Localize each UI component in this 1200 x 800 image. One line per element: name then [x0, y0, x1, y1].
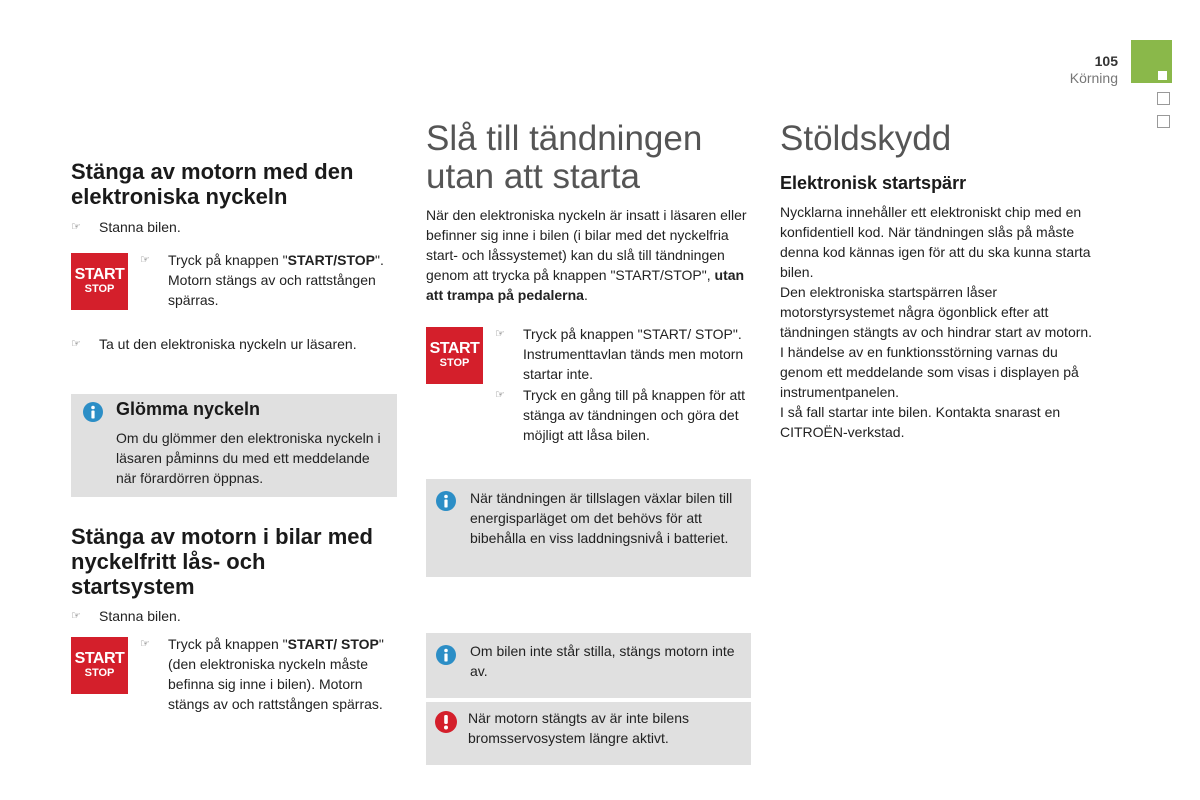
bullet-item: ☞ Tryck på knappen "START/ STOP". Instrumenttavlan tänds men motorn startar inte. [495, 326, 744, 382]
subheading-immobiliser: Elektronisk startspärr [780, 173, 967, 193]
warning-brake-servo [426, 702, 751, 765]
info-icon [436, 645, 456, 665]
info-icon [436, 491, 456, 511]
pointing-hand-icon: ☞ [495, 328, 505, 340]
start-stop-button-image: START STOP [426, 327, 483, 384]
paragraph: Nycklarna innehåller ett elektroniskt chip med en konfidentiell kod. När tändningen slås på måste denna kod kännas igen för att du ska kunna starta bilen. [780, 204, 1091, 280]
pointing-hand-icon: ☞ [71, 610, 81, 622]
note-text: Om du glömmer den elektroniska nyckeln i läsaren påminns du med ett meddelande när förardörren öppnas. [116, 430, 381, 486]
pointing-hand-icon: ☞ [140, 254, 150, 266]
warning-text: När motorn stängts av är inte bilens bromsservosystem längre aktivt. [468, 710, 689, 746]
note-forgot-key [71, 394, 397, 497]
chapter-title: Körning [1069, 70, 1118, 86]
bullet-item: ☞ Tryck en gång till på knappen för att stänga av tändningen och göra det möjligt att låsa bilen. [495, 387, 746, 443]
note-energy-saving [426, 479, 751, 577]
bullet-item: ☞ Stanna bilen. [71, 608, 181, 624]
page-number: 105 [1094, 53, 1118, 69]
start-stop-button-image: START STOP [71, 637, 128, 694]
pointing-hand-icon: ☞ [495, 389, 505, 401]
exclamation-icon [435, 711, 457, 733]
section-heading-keyless: Stänga av motorn i bilar med nyckelfritt lås- och startsystem [71, 524, 373, 599]
note-text: När tändningen är tillslagen växlar bilen till energisparläget om det behövs för att bibehålla en viss laddningsnivå i batteriet. [470, 490, 733, 546]
bullet-item: ☞ Tryck på knappen "START/ STOP" (den elektroniska nyckeln måste befinna sig inne i bilen). Motorn stängs av och rattstången spärras. [140, 636, 384, 712]
section-title-ignition: Slå till tändningen utan att starta [426, 119, 703, 196]
paragraph: I händelse av en funktionsstörning varnas du genom ett meddelande som visas i displayen på instrumentpanelen. [780, 344, 1079, 400]
chapter-tab-box [1157, 115, 1170, 128]
note-not-stationary [426, 633, 751, 698]
pointing-hand-icon: ☞ [140, 638, 150, 650]
immobiliser-text [780, 202, 1098, 442]
pointing-hand-icon: ☞ [71, 221, 81, 233]
pointing-hand-icon: ☞ [71, 338, 81, 350]
paragraph: I så fall startar inte bilen. Kontakta snarast en CITROËN-verkstad. [780, 404, 1061, 440]
chapter-tab-box [1157, 92, 1170, 105]
bullet-item: ☞ Ta ut den elektroniska nyckeln ur läsaren. [71, 336, 357, 352]
section-heading-electronic-key: Stänga av motorn med den elektroniska nyckeln [71, 159, 354, 209]
start-stop-button-image: START STOP [71, 253, 128, 310]
bullet-item: ☞ Tryck på knappen "START/STOP". Motorn stängs av och rattstången spärras. [140, 252, 384, 308]
section-title-anti-theft: Stöldskydd [780, 119, 952, 158]
chapter-tab-marker [1158, 71, 1167, 80]
info-icon [83, 402, 103, 422]
note-text: Om bilen inte står stilla, stängs motorn inte av. [470, 643, 735, 679]
ignition-paragraph: När den elektroniska nyckeln är insatt i läsaren eller befinner sig inne i bilen (i bilar med det nyckelfria start- och låssystemet) kan du slå till tändningen genom att trycka på knappen "START/STOP", utan att trampa på pedalerna. [426, 207, 747, 303]
note-title: Glömma nyckeln [116, 399, 261, 419]
paragraph: Den elektroniska startspärren låser motorstyrsystemet några ögonblick efter att tändningen stängts av och hindrar start av motorn. [780, 284, 1093, 340]
bullet-item: ☞ Stanna bilen. [71, 219, 181, 235]
